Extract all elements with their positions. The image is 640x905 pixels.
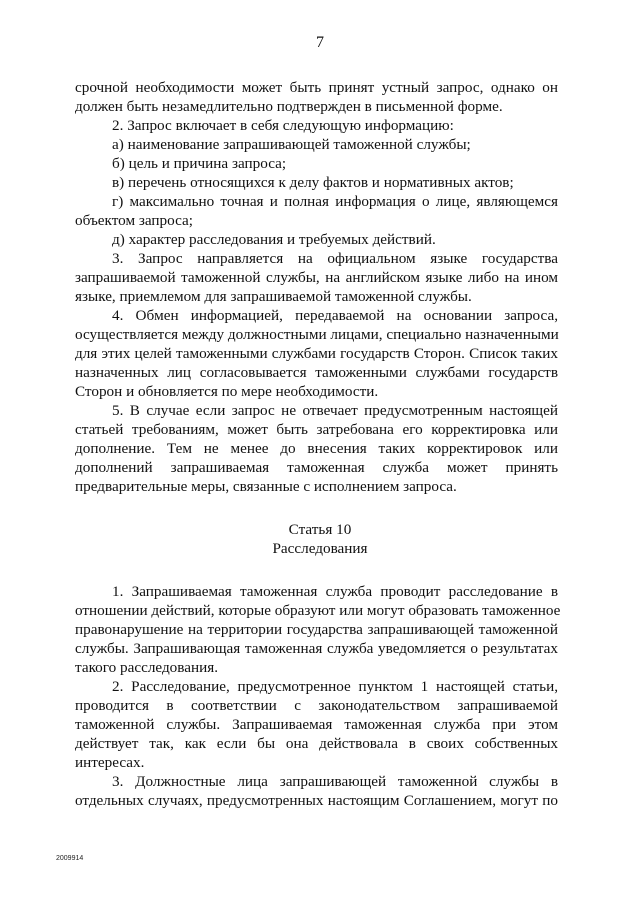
text-line: г) максимально точная и полная информация о лице, являющемся: [112, 193, 558, 210]
document-code: 2009914: [56, 855, 84, 862]
article-title: Расследования: [272, 540, 368, 557]
text-line: 4. Обмен информацией, передаваемой на основании запроса,: [112, 307, 558, 324]
text-line: 3. Должностные лица запрашивающей таможенной службы в: [112, 773, 558, 790]
text-line: службы. Запрашивающая таможенная служба уведомляется о результатах: [75, 640, 558, 657]
text-line: проводится в соответствии с законодательством запрашиваемой: [75, 697, 558, 714]
text-line: должен быть незамедлительно подтвержден в письменной форме.: [75, 98, 503, 115]
text-line: назначенных лиц согласовывается таможенными службами государств: [75, 364, 558, 381]
text-line: такого расследования.: [75, 659, 219, 676]
text-line: 2. Расследование, предусмотренное пунктом 1 настоящей статьи,: [112, 678, 558, 695]
text-line: действует так, как если бы она действовала в своих собственных: [75, 735, 558, 752]
text-line: в) перечень относящихся к делу фактов и нормативных актов;: [112, 174, 514, 191]
text-line: 3. Запрос направляется на официальном языке государства: [112, 250, 558, 267]
text-line: осуществляется между должностными лицами, специально назначенными: [75, 326, 559, 343]
text-line: статьей требованиям, может быть затребована его корректировка или: [75, 421, 558, 438]
article-number: Статья 10: [288, 521, 352, 538]
text-line: а) наименование запрашивающей таможенной службы;: [112, 136, 471, 153]
page-number: 7: [316, 34, 324, 51]
text-line: д) характер расследования и требуемых действий.: [112, 231, 436, 248]
text-line: таможенной службы. Запрашиваемая таможенная служба при этом: [75, 716, 558, 733]
text-line: правонарушение на территории государства запрашивающей таможенной: [75, 621, 558, 638]
text-line: языке, приемлемом для запрашиваемой таможенной службы.: [75, 288, 472, 305]
text-line: интересах.: [75, 754, 145, 771]
text-line: объектом запроса;: [75, 212, 193, 229]
text-line: 5. В случае если запрос не отвечает предусмотренным настоящей: [112, 402, 558, 419]
text-line: запрашиваемой таможенной службы, на английском языке либо на ином: [75, 269, 558, 286]
text-line: отношении действий, которые образуют или могут образовать таможенное: [75, 602, 561, 619]
text-line: дополнений запрашиваемая таможенная служба может принять: [75, 459, 558, 476]
text-line: Сторон и обновляется по мере необходимости.: [75, 383, 379, 400]
text-line: дополнение. Тем не менее до внесения таких корректировок или: [75, 440, 558, 457]
text-line: для этих целей таможенными службами государств Сторон. Список таких: [75, 345, 558, 362]
text-line: предварительные меры, связанные с исполнением запроса.: [75, 478, 457, 495]
text-line: срочной необходимости может быть принят устный запрос, однако он: [75, 79, 558, 96]
text-line: 1. Запрашиваемая таможенная служба проводит расследование в: [112, 583, 558, 600]
text-line: отдельных случаях, предусмотренных настоящим Соглашением, могут по: [75, 792, 558, 809]
text-line: 2. Запрос включает в себя следующую информацию:: [112, 117, 454, 134]
text-line: б) цель и причина запроса;: [112, 155, 287, 172]
